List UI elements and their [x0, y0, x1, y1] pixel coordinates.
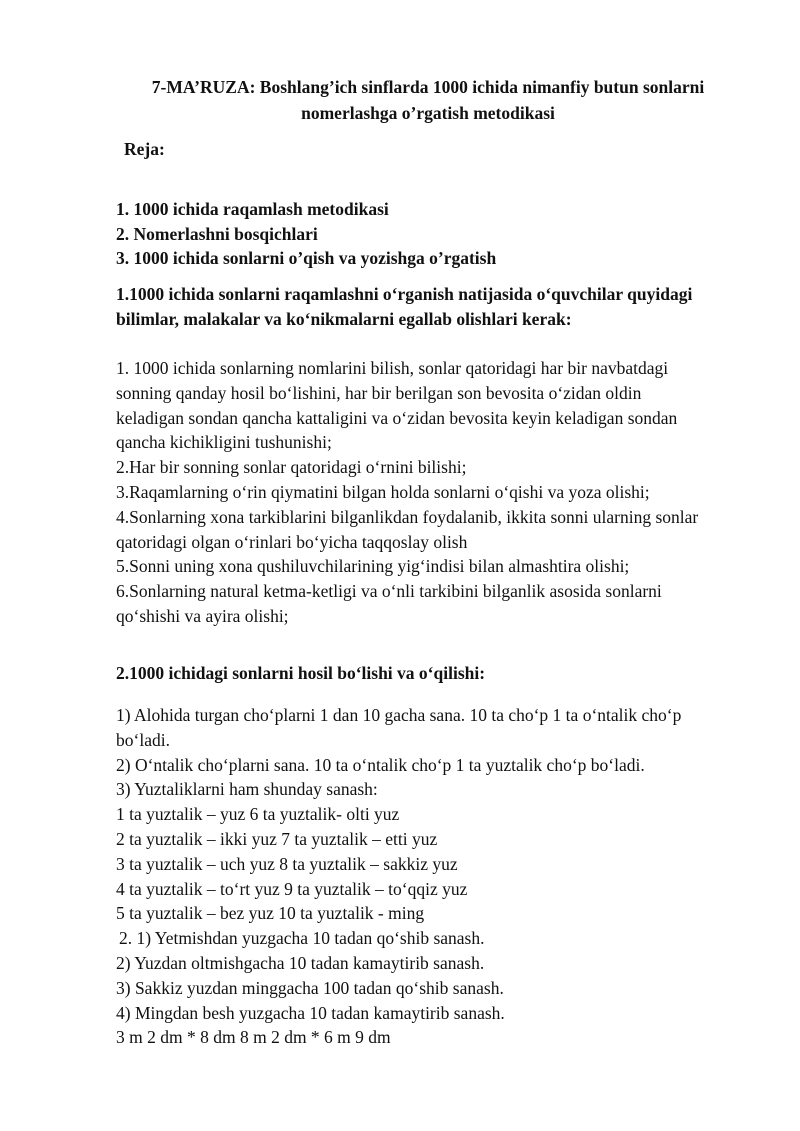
body-line: 1) Alohida turgan cho‘plarni 1 dan 10 gacha sana. 10 ta cho‘p 1 ta o‘ntalik cho‘p — [116, 705, 682, 725]
body-line: 2 ta yuztalik – ikki yuz 7 ta yuztalik – etti yuz — [116, 828, 438, 849]
body-line: 2.Har bir sonning sonlar qatoridagi o‘rnini bilishi; — [116, 457, 467, 478]
body-line: 1. 1000 ichida sonlarning nomlarini bilish, sonlar qatoridagi har bir navbatdagi — [116, 358, 669, 378]
body-line: qancha kichikligini tushunishi; — [116, 432, 332, 453]
body-line: 3) Yuztaliklarni ham shunday sanash: — [116, 779, 378, 800]
title-line-2: nomerlashga o’rgatish metodikasi — [301, 103, 555, 123]
body-line: bo‘ladi. — [116, 729, 170, 750]
body-line: 3 ta yuztalik – uch yuz 8 ta yuztalik – sakkiz yuz — [116, 853, 458, 874]
title-line-1: 7-MA’RUZA: Boshlang’ich sinflarda 1000 ichida nimanfiy butun sonlarni — [151, 77, 705, 97]
body-line: 6.Sonlarning natural ketma-ketligi va o‘nli tarkibini bilganlik asosida sonlarni — [116, 581, 662, 602]
body-line: keladigan sondan qancha kattaligini va o‘zidan bevosita keyin keladigan sondan — [116, 407, 678, 428]
body-line: qo‘shishi va ayira olishi; — [116, 605, 289, 626]
body-line: 5 ta yuztalik – bez yuz 10 ta yuztalik - ming — [116, 903, 425, 924]
plan-item: 3. 1000 ichida sonlarni o’qish va yozishga o’rgatish — [116, 248, 497, 268]
plan-item: 2. Nomerlashni bosqichlari — [116, 223, 318, 244]
plan-item: 1. 1000 ichida raqamlash metodikasi — [116, 199, 389, 219]
body-line: 4.Sonlarning xona tarkiblarini bilganlikdan foydalanib, ikkita sonni ularning sonlar — [116, 506, 699, 527]
section-1-heading: 1.1000 ichida sonlarni raqamlashni o‘rganish natijasida o‘quvchilar quyidagi bilimlar, malakalar va ko‘nikmalarni egallab olishlari kerak: — [116, 284, 693, 329]
body-line: 3.Raqamlarning o‘rin qiymatini bilgan holda sonlarni o‘qishi va yoza olishi; — [116, 481, 650, 502]
body-line: 1 ta yuztalik – yuz 6 ta yuztalik- olti yuz — [116, 804, 400, 825]
body-line: 4) Mingdan besh yuzgacha 10 tadan kamaytirib sanash. — [116, 1002, 505, 1023]
body-line: 2. 1) Yetmishdan yuzgacha 10 tadan qo‘shib sanash. — [119, 928, 485, 949]
body-line: 2) O‘ntalik cho‘plarni sana. 10 ta o‘ntalik cho‘p 1 ta yuztalik cho‘p bo‘ladi. — [116, 754, 645, 775]
section-1-body — [116, 356, 756, 629]
plan-list — [116, 197, 756, 271]
plan-label: Reja: — [124, 139, 165, 159]
body-line: 3) Sakkiz yuzdan minggacha 100 tadan qo‘shib sanash. — [116, 977, 504, 998]
body-line: qatoridagi olgan o‘rinlari bo‘yicha taqqoslay olish — [116, 531, 468, 552]
section-2-heading: 2.1000 ichidagi sonlarni hosil bo‘lishi va o‘qilishi: — [116, 663, 486, 683]
lecture-title — [80, 74, 776, 126]
body-line: 4 ta yuztalik – to‘rt yuz 9 ta yuztalik – to‘qqiz yuz — [116, 878, 468, 899]
body-line: 3 m 2 dm * 8 dm 8 m 2 dm * 6 m 9 dm — [116, 1027, 391, 1048]
body-line: sonning qanday hosil bo‘lishini, har bir berilgan son bevosita o‘zidan oldin — [116, 382, 642, 403]
section-2-body — [116, 703, 756, 1050]
body-line: 5.Sonni uning xona qushiluvchilarining yig‘indisi bilan almashtira olishi; — [116, 556, 630, 577]
body-line: 2) Yuzdan oltmishgacha 10 tadan kamaytirib sanash. — [116, 952, 485, 973]
